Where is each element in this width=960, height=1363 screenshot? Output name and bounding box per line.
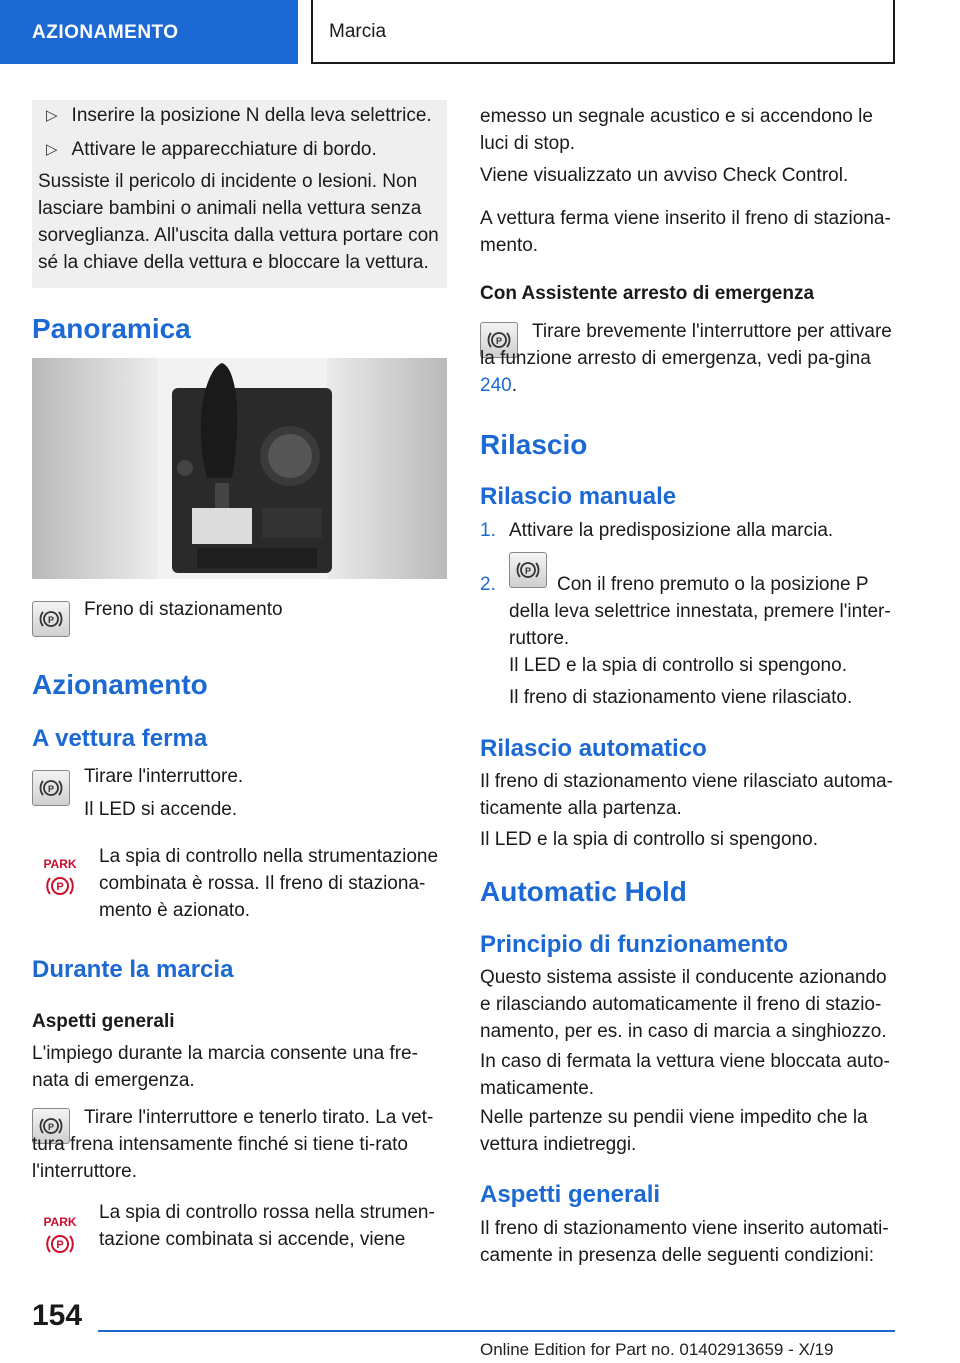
footer-divider bbox=[98, 1330, 895, 1332]
caption-freno: Freno di stazionamento bbox=[84, 599, 283, 620]
text-auto-1: Il freno di stazionamento viene rilasciato automa-ticamente alla partenza. bbox=[480, 771, 893, 819]
svg-text:PARK: PARK bbox=[43, 857, 77, 871]
svg-text:P: P bbox=[47, 1122, 55, 1132]
section-title: AZIONAMENTO bbox=[32, 21, 179, 43]
text-principio-1: Questo sistema assiste il conducente azionando e rilasciando automaticamente il freno di stazio-namento, per es. in caso di marcia a singhiozzo. bbox=[480, 967, 887, 1042]
warning-text: Sussiste il pericolo di incidente o lesioni. Non lasciare bambini o animali nella vettura senza sorveglianza. All'uscita dalla vettura portare con sé la chiave della vettura e bloccare la vettura. bbox=[38, 171, 439, 273]
text-aspetti-2: Il freno di stazionamento viene inserito automati-camente in presenza delle seguenti condizioni: bbox=[480, 1218, 889, 1266]
svg-text:PARK: PARK bbox=[43, 1215, 77, 1229]
chapter-title: Marcia bbox=[329, 20, 387, 42]
triangle-bullet-icon: ▷ bbox=[46, 107, 58, 124]
svg-text:P: P bbox=[495, 336, 503, 346]
heading-automatic-hold: Automatic Hold bbox=[480, 876, 687, 907]
heading-vettura-ferma: A vettura ferma bbox=[32, 725, 208, 752]
triangle-bullet-icon: ▷ bbox=[46, 141, 58, 158]
heading-aspetti: Aspetti generali bbox=[32, 1011, 175, 1032]
warning-content bbox=[32, 102, 444, 276]
svg-text:P: P bbox=[47, 615, 55, 625]
heading-rilascio-auto: Rilascio automatico bbox=[480, 735, 707, 762]
text-tirare: Tirare l'interruttore. bbox=[84, 766, 244, 787]
park-text-2: La spia di controllo rossa nella strumen-tazione combinata si accende, viene bbox=[99, 1202, 435, 1250]
page-link[interactable]: 240 bbox=[480, 375, 512, 396]
heading-durante: Durante la marcia bbox=[32, 956, 234, 983]
svg-text:P: P bbox=[56, 881, 64, 893]
svg-text:P: P bbox=[47, 784, 55, 794]
heading-aspetti-2: Aspetti generali bbox=[480, 1181, 661, 1208]
park-text-1: La spia di controllo nella strumentazione combinata è rossa. Il freno di staziona-mento è azionato. bbox=[99, 846, 439, 921]
text-principio-2: In caso di fermata la vettura viene bloccata auto-maticamente. bbox=[480, 1051, 890, 1099]
page-number: 154 bbox=[32, 1299, 83, 1332]
step-2-number: 2. bbox=[480, 574, 496, 595]
warning-bullet: ▷ Attivare le apparecchiature di bordo. bbox=[32, 136, 444, 163]
step-1-number: 1. bbox=[480, 520, 496, 541]
heading-principio: Principio di funzionamento bbox=[480, 931, 788, 958]
step-2-rilasciato: Il freno di stazionamento viene rilasciato. bbox=[509, 687, 853, 708]
step-2-text: Con il freno premuto o la posizione P della leva selettrice innestata, premere l'inter-ruttore. bbox=[509, 574, 891, 649]
heading-rilascio-manuale: Rilascio manuale bbox=[480, 483, 677, 510]
heading-rilascio: Rilascio bbox=[480, 429, 588, 460]
heading-assistente: Con Assistente arresto di emergenza bbox=[480, 283, 815, 304]
warning-bullet: ▷ Inserire la posizione N della leva selettrice. bbox=[32, 102, 444, 129]
console-photo bbox=[32, 358, 447, 579]
park-warning-icon bbox=[40, 1214, 80, 1260]
parking-brake-switch-icon bbox=[32, 601, 70, 637]
park-warning-icon bbox=[40, 856, 80, 902]
section-tab bbox=[0, 0, 298, 64]
edition-text: Online Edition for Part no. 01402913659 - X/19 bbox=[480, 1340, 834, 1359]
text-cont-3: A vettura ferma viene inserito il freno di staziona-mento. bbox=[480, 208, 891, 256]
text-impiego: L'impiego durante la marcia consente una fre-nata di emergenza. bbox=[32, 1043, 418, 1091]
text-cont-1: emesso un segnale acustico e si accendono le luci di stop. bbox=[480, 106, 873, 154]
step-2-led: Il LED e la spia di controllo si spengono. bbox=[509, 655, 847, 676]
text-led: Il LED si accende. bbox=[84, 799, 238, 820]
svg-text:P: P bbox=[524, 566, 532, 576]
parking-brake-switch-icon bbox=[32, 770, 70, 806]
heading-azionamento: Azionamento bbox=[32, 669, 208, 700]
text-auto-2: Il LED e la spia di controllo si spengono. bbox=[480, 829, 818, 850]
text-assistente: Tirare brevemente l'interruttore per attivare la funzione arresto di emergenza, vedi pa-gina 240. bbox=[480, 321, 892, 396]
heading-panoramica: Panoramica bbox=[32, 313, 191, 344]
text-principio-3: Nelle partenze su pendii viene impedito che la vettura indietreggi. bbox=[480, 1107, 868, 1155]
text-tirare-tenere: Tirare l'interruttore e tenerlo tirato. La vet-tura frena intensamente finché si tiene ti-rato l'interruttore. bbox=[32, 1107, 434, 1182]
svg-text:P: P bbox=[56, 1239, 64, 1251]
text-cont-2: Viene visualizzato un avviso Check Control. bbox=[480, 165, 849, 186]
step-1-text: Attivare la predisposizione alla marcia. bbox=[509, 520, 834, 541]
chapter-box bbox=[311, 0, 895, 64]
